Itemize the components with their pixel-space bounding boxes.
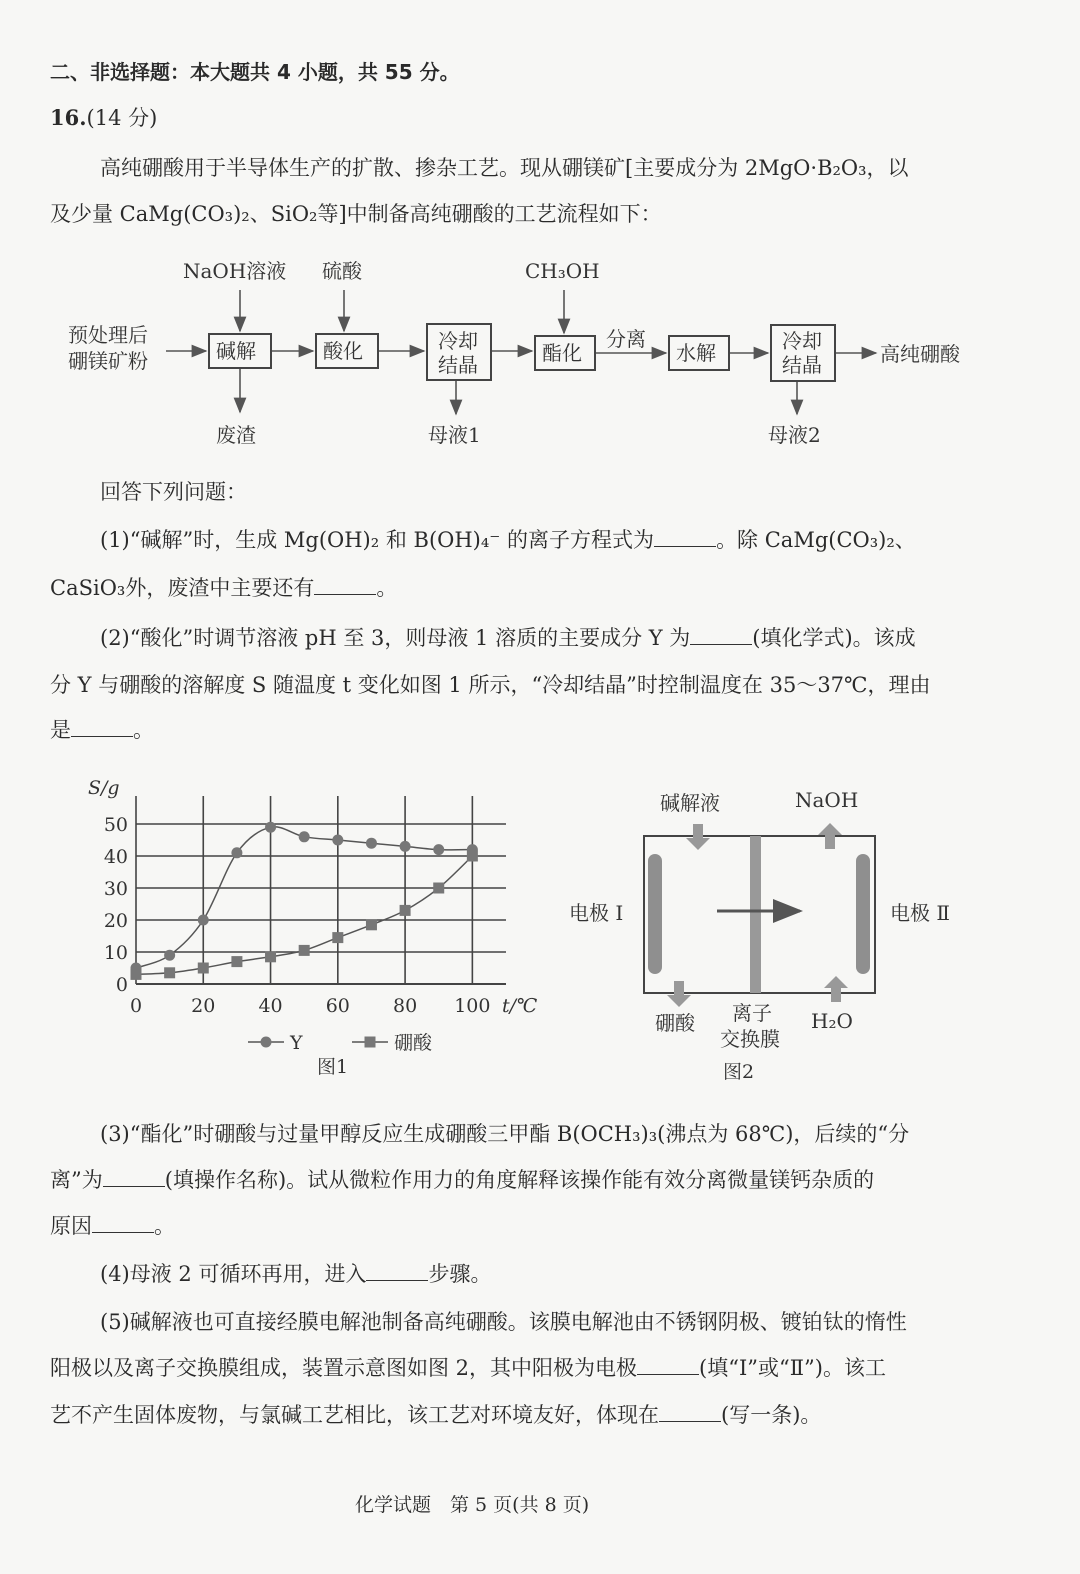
q1-text-1-tail: 。除 CaMg(CO₃)₂、: [716, 528, 916, 552]
intro-line-1: 高纯硼酸用于半导体生产的扩散、掺杂工艺。现从硼镁矿[主要成分为 2MgO·B₂O₃，以: [100, 156, 909, 180]
flow-mother-1: 母液1: [428, 423, 481, 447]
q3-blank-2[interactable]: [92, 1214, 154, 1233]
data-point-boric-acid: [366, 919, 377, 930]
electrode-2-label: 电极 Ⅱ: [890, 901, 950, 925]
membrane-label-1: 离子: [732, 1001, 772, 1025]
step-alkali: 碱解: [216, 339, 256, 363]
fig2-water-label: H₂O: [811, 1009, 853, 1033]
intro-line-2: 及少量 CaMg(CO₃)₂、SiO₂等]中制备高纯硼酸的工艺流程如下：: [50, 202, 662, 226]
y-tick-label: 0: [115, 974, 128, 996]
legend-label: Y: [290, 1032, 303, 1054]
fig2-naoh-label: NaOH: [795, 788, 859, 812]
flow-reagent-ch3oh: CH₃OH: [525, 259, 600, 283]
flow-mother-2: 母液2: [768, 423, 821, 447]
water-inlet-arrow-icon: [824, 976, 848, 1002]
legend-marker-circle: [261, 1037, 272, 1048]
page-footer: 化学试题 第 5 页(共 8 页): [355, 1494, 590, 1516]
data-point-y: [433, 844, 444, 855]
electrode-1-label: 电极 Ⅰ: [569, 901, 624, 925]
data-point-y: [198, 915, 209, 926]
ion-exchange-membrane: [750, 836, 761, 993]
q3-line-1: (3)“酯化”时硼酸与过量甲醇反应生成硼酸三甲酯 B(OCH₃)₃(沸点为 68℃)，后续的“分: [100, 1122, 910, 1146]
x-tick-label: 20: [191, 995, 216, 1017]
fig2-inlet-label: 碱解液: [660, 791, 720, 815]
chart-x-label: t/℃: [502, 995, 538, 1017]
q3-text-3: 原因: [50, 1214, 92, 1238]
q1-text-2: CaSiO₃外，废渣中主要还有: [50, 576, 315, 600]
solubility-chart: [80, 770, 560, 1090]
step-separate: 分离: [606, 327, 646, 351]
q5-blank-2[interactable]: [659, 1403, 721, 1422]
step-acid: 酸化: [323, 339, 363, 363]
y-tick-label: 20: [103, 910, 128, 932]
data-point-boric-acid: [299, 945, 310, 956]
q4-text-1: (4)母液 2 可循环再用，进入: [100, 1262, 367, 1286]
legend-label: 硼酸: [394, 1032, 433, 1054]
q4-line-1: [100, 1260, 491, 1288]
q3-text-2-tail: (填操作名称)。试从微粒作用力的角度解释该操作能有效分离微量镁钙杂质的: [164, 1168, 875, 1192]
flow-reagent-naoh: NaOH溶液: [183, 259, 287, 283]
q2-blank-1[interactable]: [690, 626, 752, 645]
q2-text-3-tail: 。: [133, 718, 154, 742]
question-number: [50, 104, 157, 132]
flow-output: 高纯硼酸: [880, 342, 960, 366]
membrane-label-2: 交换膜: [720, 1027, 780, 1051]
question-number-label: 16.: [50, 105, 87, 130]
flow-input-2: 硼镁矿粉: [68, 349, 148, 373]
q5-line-3: [50, 1401, 821, 1429]
q5-blank-1[interactable]: [637, 1356, 699, 1375]
electrolysis-diagram: [560, 770, 1000, 1090]
q2-text-1-tail: (填化学式)。该成: [752, 626, 916, 650]
q3-text-3-tail: 。: [154, 1214, 175, 1238]
q3-blank-1[interactable]: [103, 1168, 165, 1187]
x-tick-label: 80: [392, 995, 418, 1017]
data-point-boric-acid: [198, 963, 209, 974]
q5-line-1: (5)碱解液也可直接经膜电解池制备高纯硼酸。该膜电解池由不锈钢阴极、镀铂钛的惰性: [100, 1310, 907, 1334]
q2-text-3: 是: [50, 718, 71, 742]
q1-text-1: (1)“碱解”时，生成 Mg(OH)₂ 和 B(OH)₄⁻ 的离子方程式为: [100, 528, 655, 552]
step-hydrolysis: 水解: [676, 341, 716, 365]
flow-reagent-h2so4: 硫酸: [322, 259, 362, 283]
q3-line-3: [50, 1212, 175, 1240]
q4-blank-1[interactable]: [366, 1262, 428, 1281]
data-point-y: [332, 835, 343, 846]
data-point-y: [231, 847, 242, 858]
data-point-boric-acid: [433, 883, 444, 894]
y-tick-label: 30: [103, 878, 128, 900]
y-tick-label: 10: [103, 942, 128, 964]
q4-text-1-tail: 步骤。: [428, 1262, 492, 1286]
q3-line-2: [50, 1166, 874, 1194]
fig2-product-label: 硼酸: [655, 1011, 695, 1035]
question-points: (14 分): [86, 106, 158, 130]
data-point-y: [164, 950, 175, 961]
data-point-boric-acid: [131, 969, 142, 980]
data-point-boric-acid: [164, 967, 175, 978]
data-point-y: [299, 831, 310, 842]
q1-text-2-tail: 。: [376, 576, 398, 600]
x-tick-label: 100: [454, 995, 491, 1017]
step-cool1-a: 冷却: [438, 329, 478, 353]
y-tick-label: 40: [103, 846, 128, 868]
step-cool1-b: 结晶: [438, 353, 478, 377]
q5-text-2: 阳极以及离子交换膜组成，装置示意图如图 2，其中阳极为电极: [50, 1356, 638, 1380]
flow-waste: 废渣: [216, 423, 256, 447]
flow-input-1: 预处理后: [68, 323, 148, 347]
data-point-y: [366, 838, 377, 849]
x-tick-label: 0: [129, 995, 143, 1017]
q2-line-1: [100, 624, 916, 652]
q5-text-2-tail: (填“Ⅰ”或“Ⅱ”)。该工: [699, 1356, 886, 1380]
data-point-boric-acid: [265, 951, 276, 962]
chart-title: 图1: [317, 1056, 349, 1078]
legend-marker-square: [365, 1037, 376, 1048]
q1-line-2: [50, 574, 397, 602]
answer-prompt: 回答下列问题：: [100, 480, 247, 504]
step-cool2-a: 冷却: [782, 329, 822, 353]
process-flow-diagram: [0, 250, 1080, 450]
step-cool2-b: 结晶: [782, 353, 822, 377]
data-point-boric-acid: [467, 851, 478, 862]
q1-line-1: [100, 526, 916, 554]
step-ester: 酯化: [542, 341, 582, 365]
x-tick-label: 40: [258, 995, 283, 1017]
electrode-1: [648, 854, 662, 974]
data-point-y: [265, 822, 276, 833]
q5-text-3-tail: (写一条)。: [721, 1403, 822, 1427]
section-header: 二、非选择题：本大题共 4 小题，共 55 分。: [50, 60, 460, 84]
chart-y-label: S/g: [88, 777, 120, 799]
x-tick-label: 60: [325, 995, 350, 1017]
data-point-boric-acid: [231, 956, 242, 967]
data-point-y: [400, 841, 411, 852]
q2-line-2: 分 Y 与硼酸的溶解度 S 随温度 t 变化如图 1 所示，“冷却结晶”时控制温度在 35～37℃，理由: [50, 673, 931, 697]
data-point-boric-acid: [400, 905, 411, 916]
q2-line-3: [50, 716, 154, 744]
q1-blank-1[interactable]: [654, 528, 716, 547]
q1-blank-2[interactable]: [314, 576, 376, 595]
series-line-boric-acid: [136, 856, 472, 974]
fig2-title: 图2: [723, 1061, 755, 1083]
data-point-boric-acid: [332, 932, 343, 943]
electrode-2: [856, 854, 870, 974]
y-tick-label: 50: [103, 814, 128, 836]
q2-text-1: (2)“酸化”时调节溶液 pH 至 3，则母液 1 溶质的主要成分 Y 为: [100, 626, 691, 650]
q5-line-2: [50, 1354, 886, 1382]
q2-blank-2[interactable]: [71, 718, 133, 737]
q3-text-2: 离”为: [50, 1168, 103, 1192]
q5-text-3: 艺不产生固体废物，与氯碱工艺相比，该工艺对环境友好，体现在: [50, 1403, 659, 1427]
